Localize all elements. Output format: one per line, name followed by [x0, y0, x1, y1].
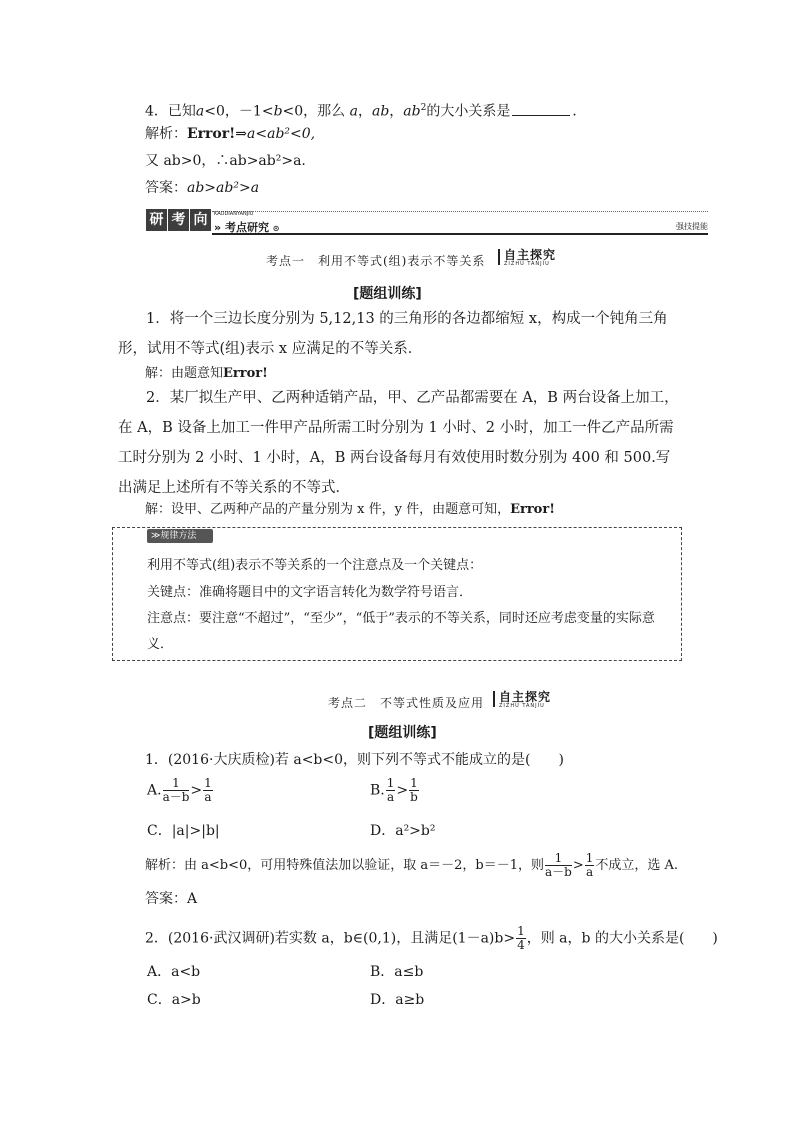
q4-end: ．	[572, 103, 587, 120]
var-ab: ab	[371, 103, 390, 120]
p1-sol-label: 解：由题意知	[145, 366, 224, 381]
analysis-error: Error!	[187, 126, 236, 142]
frac-1-over-a-b: $\frac{1}{a}$	[386, 776, 395, 804]
section2-subhead: [题组训练]	[368, 725, 437, 741]
section1-badge-pinyin: ZIZHU TANJIU	[504, 261, 550, 267]
section2-badge-main: 自主探究	[499, 690, 552, 704]
q21-answer: 答案：A	[145, 891, 198, 907]
q22-option-b[interactable]: B．a≤b	[370, 964, 424, 980]
section1-subhead: [题组训练]	[353, 286, 422, 302]
q21-option-a[interactable]: A. $\frac{1}{a-b}$ > $\frac{1}{a}$	[147, 776, 212, 804]
q4-mid3: 的大小关系是	[426, 103, 511, 120]
frac-1-over-b: $\frac{1}{b}$	[410, 776, 418, 804]
section1-divider	[498, 249, 500, 265]
q21-stem: 1．(2016·大庆质检)若 a<b<0，则下列不等式不能成立的是( )	[145, 752, 564, 768]
problem-1-text: 1．将一个三边长度分别为 5,12,13 的三角形的各边都缩短 x，构成一个钝角三角形，试用不等式(组)表示 x 应满足的不等关系．	[118, 311, 668, 357]
p2-sol-error: Error!	[510, 502, 555, 517]
q22-option-c[interactable]: C．a>b	[147, 992, 201, 1008]
frac-1-over-4: $\frac{1}{4}$	[517, 924, 525, 952]
sup-2: 2	[420, 103, 427, 113]
problem-1-solution	[145, 364, 268, 384]
opt-a-label: A.	[147, 782, 162, 799]
section2-title: 考点二 不等式性质及应用	[328, 696, 485, 710]
q4-answer	[145, 178, 259, 198]
frac-1-over-a-2: $\frac{1}{a}$	[585, 851, 594, 879]
q22-stem-post: ，则 a，b 的大小关系是( )	[526, 930, 718, 947]
circle-arrow-icon: ⊙	[272, 224, 280, 233]
var-ab2: ab	[403, 103, 421, 120]
var-b: b	[273, 103, 283, 120]
analysis-label: 解析：	[145, 126, 187, 142]
section2-badge	[499, 688, 551, 709]
problem-2-text: 2．某厂拟生产甲、乙两种适销产品，甲、乙产品都需要在 A，B 两台设备上加工，在 A，B 设备上加工一件甲产品所需工时分别为 1 小时、2 小时，加工一件乙产品所需工时分别为 2 小时、1 小时，A，B 两台设备每月有效使用时数分别为 400 和 500.写出满足上述所有不等关系的不等式．	[118, 390, 679, 496]
tip-line1: 利用不等式(组)表示不等关系的一个注意点及一个关键点：	[147, 558, 483, 573]
q22-stem	[145, 925, 718, 952]
q4-prefix: 4．已知	[145, 103, 196, 120]
q4-question: 4．已知a<0，－1<b<0，那么 a，ab，$ab^2$的大小关系是 ．	[145, 98, 586, 122]
problem-2-solution	[145, 500, 555, 520]
q22-option-d[interactable]: D．a≥b	[370, 992, 425, 1008]
q4-analysis-line2: 又 ab>0，∴ab>ab²>a.	[145, 153, 306, 169]
q22-stem-pre: 2．(2016·武汉调研)若实数 a，b∈(0,1)，且满足(1－a)b>	[145, 930, 516, 947]
analysis-rest: ⇒a<ab²<0,	[235, 126, 316, 142]
banner-dotted-rule	[212, 211, 708, 212]
q4-mid1: <0，－1<	[204, 103, 274, 120]
tip-line2: 关键点：准确将题目中的文字语言转化为数学符号语言．	[147, 585, 473, 600]
banner-pinyin: KAODIANYANJIU	[214, 211, 254, 217]
q21-option-b[interactable]: B. $\frac{1}{a}$ > $\frac{1}{b}$	[370, 776, 418, 804]
q4-mid2: <0，那么	[282, 103, 346, 120]
banner-title: 考点研究	[224, 221, 269, 234]
banner-right: 强技提能	[676, 222, 708, 231]
tip-line3: 注意点：要注意“不超过”，“至少”，“低于”表示的不等关系，同时还应考虑变量的实际意义．	[147, 611, 655, 652]
section-banner	[146, 209, 708, 235]
q21-analysis-post: 不成立，选 A.	[595, 858, 679, 873]
opt-b-label: B.	[370, 782, 385, 799]
sep: ，	[357, 103, 372, 120]
q21-analysis: 解析：由 a<b<0，可用特殊值法加以验证，取 a＝－2，b＝－1，则 $\frac{1}{a-b}$ > $\frac{1}{a}$ 不成立，选 A.	[145, 851, 679, 879]
q22-option-a[interactable]: A．a<b	[147, 964, 201, 980]
section1-title: 考点一 利用不等式(组)表示不等关系	[266, 254, 486, 268]
frac-1-over-amb-2: $\frac{1}{a-b}$	[545, 851, 572, 879]
p1-sol-error: Error!	[223, 366, 268, 381]
section1-badge-main: 自主探究	[504, 248, 557, 262]
section2-divider	[493, 691, 495, 707]
section1-badge	[504, 246, 556, 267]
q4-analysis	[145, 124, 315, 144]
banner-char-3: 向	[190, 209, 211, 231]
answer-label: 答案：	[145, 180, 187, 196]
banner-rule	[212, 233, 708, 235]
q21-option-c[interactable]: C．|a|>|b|	[147, 823, 220, 839]
arrows-icon: »	[214, 221, 222, 234]
answer-blank[interactable]	[512, 101, 570, 116]
var-a: a	[195, 103, 205, 120]
answer-value: ab>ab²>a	[187, 180, 260, 196]
banner-char-1: 研	[146, 209, 167, 231]
frac-1-over-amb: $\frac{1}{a-b}$	[162, 776, 190, 804]
p2-sol-text: 解：设甲、乙两种产品的产量分别为 x 件，y 件，由题意可知，	[145, 502, 511, 517]
method-tip-badge: ≫规律方法	[147, 529, 213, 543]
q21-option-d[interactable]: D．a²>b²	[370, 823, 436, 839]
frac-1-over-a: $\frac{1}{a}$	[204, 776, 212, 804]
section2-badge-pinyin: ZIZHU TANJIU	[499, 703, 545, 709]
q21-analysis-pre: 解析：由 a<b<0，可用特殊值法加以验证，取 a＝－2，b＝－1，则	[145, 858, 545, 873]
banner-char-2: 考	[168, 209, 189, 231]
